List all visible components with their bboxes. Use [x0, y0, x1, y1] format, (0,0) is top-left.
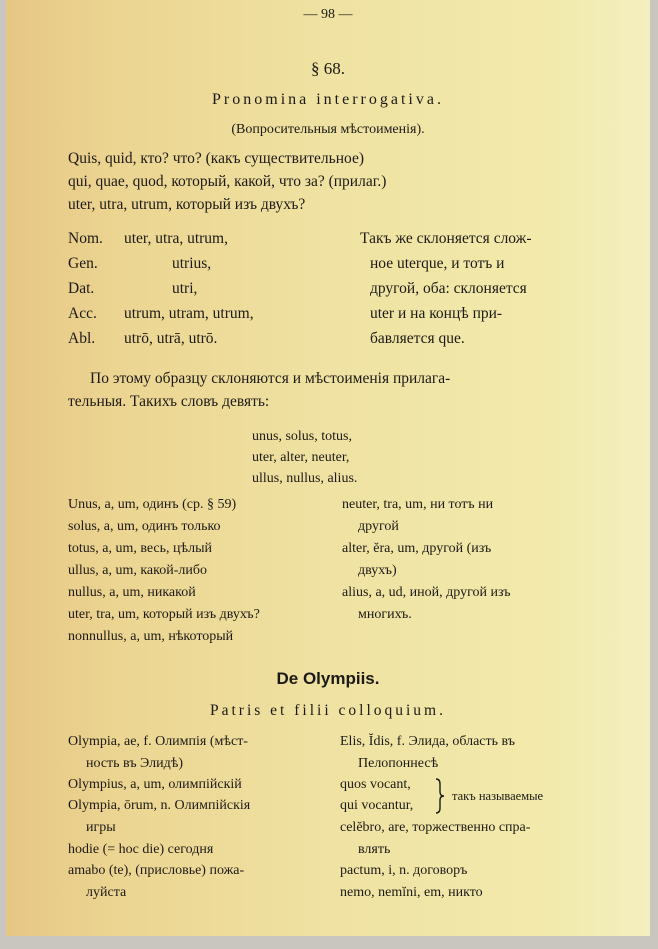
vocab-line: alius, a, ud, иной, другой изъ: [342, 585, 511, 600]
vocab-line: totus, a, um, весь, цѣлый: [68, 541, 212, 556]
section-subtitle: (Вопросительныя мѣстоименія).: [231, 122, 425, 137]
vocab-line: Olympia, ōrum, n. Олимпійскія: [68, 798, 251, 813]
vocab-line: Olympia, ae, f. Олимпія (мѣст-: [68, 734, 248, 749]
vocab-line: pactum, i, n. договоръ: [340, 863, 468, 878]
reading-title: De Olympiis.: [276, 669, 380, 688]
vocab-line: Elis, Ĭdis, f. Элида, область въ: [340, 734, 516, 749]
case-forms: utrum, utram, utrum,: [124, 305, 254, 322]
vocab-line: quos vocant,: [340, 777, 411, 792]
vocab-line: влять: [358, 842, 391, 857]
vocab-line: Olympius, a, um, олимпійскій: [68, 777, 242, 792]
vocab-line: qui vocantur,: [340, 798, 414, 813]
vocab-line: neuter, tra, um, ни тотъ ни: [342, 497, 494, 512]
case-forms: uter, utra, utrum,: [124, 230, 228, 247]
vocab-line: nemo, nemĭni, em, никто: [340, 885, 483, 900]
case-forms: utri,: [172, 280, 198, 297]
brace-mark: [434, 778, 446, 814]
brace-gloss: такъ называемые: [452, 789, 544, 803]
case-forms: utrius,: [172, 255, 212, 272]
word-list-line: uter, alter, neuter,: [252, 450, 350, 465]
word-list-line: ullus, nullus, alius.: [252, 471, 358, 486]
case-label: Acc.: [68, 305, 97, 322]
note-line: ное uterque, и тотъ и: [370, 255, 505, 272]
vocab-line: игры: [86, 820, 116, 835]
case-forms: utrō, utrā, utrō.: [124, 330, 218, 347]
vocab-line: nullus, a, um, никакой: [68, 585, 196, 600]
vocab-line: solus, a, um, одинъ только: [68, 519, 221, 534]
note-line: бавляется que.: [370, 330, 465, 347]
vocab-line: Пелопоннесѣ: [358, 756, 439, 771]
page-number: — 98 —: [303, 7, 353, 22]
vocab-line: amabo (te), (присловье) пожа-: [68, 863, 245, 878]
book-page: [6, 0, 650, 936]
case-label: Dat.: [68, 280, 95, 297]
vocab-line: двухъ): [358, 563, 397, 578]
vocab-line: другой: [358, 519, 399, 534]
case-label: Gen.: [68, 255, 98, 272]
paragraph-line: тельныя. Такихъ словъ девять:: [68, 393, 270, 410]
vocab-line: луйста: [86, 885, 127, 900]
vocab-line: celĕbro, are, торжественно спра-: [340, 820, 531, 835]
vocab-line: uter, tra, um, который изъ двухъ?: [68, 607, 260, 622]
vocab-line: многихъ.: [358, 607, 412, 622]
vocab-line: ность въ Элидѣ): [86, 756, 183, 771]
vocab-line: hodie (= hoc die) сегодня: [68, 842, 214, 857]
note-line: uter и на концѣ при-: [370, 305, 503, 322]
note-line: Такъ же склоняется слож-: [360, 230, 532, 247]
section-title: Pronomina interrogativa.: [212, 91, 444, 108]
intro-line: Quis, quid, кто? что? (какъ существительное): [68, 150, 364, 167]
paragraph-line: По этому образцу склоняются и мѣстоименія прилага-: [90, 370, 451, 387]
section-number: § 68.: [311, 59, 345, 78]
reading-subtitle: Patris et filii colloquium.: [210, 702, 446, 719]
case-label: Abl.: [68, 330, 96, 347]
vocab-line: ullus, a, um, какой-либо: [68, 563, 207, 578]
vocab-line: nonnullus, a, um, нѣкоторый: [68, 629, 234, 644]
intro-line: qui, quae, quod, который, какой, что за? (прилаг.): [68, 173, 387, 190]
note-line: другой, оба: склоняется: [370, 280, 527, 297]
word-list-line: unus, solus, totus,: [252, 429, 352, 444]
vocab-line: Unus, a, um, одинъ (ср. § 59): [68, 497, 237, 512]
case-label: Nom.: [68, 230, 103, 247]
intro-line: uter, utra, utrum, который изъ двухъ?: [68, 196, 306, 213]
vocab-line: alter, ĕra, um, другой (изъ: [342, 541, 492, 556]
